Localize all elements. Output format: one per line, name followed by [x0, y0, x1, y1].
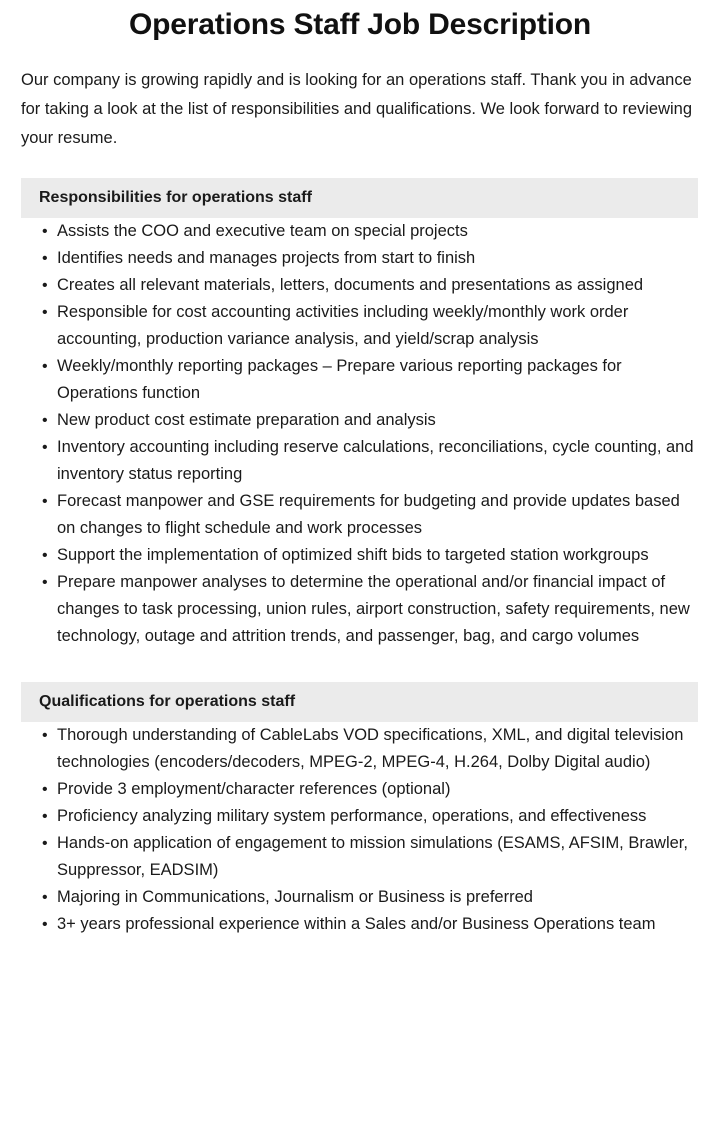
responsibilities-list [0, 218, 720, 650]
list-item: • Proficiency analyzing military system performance, operations, and effectiveness [0, 803, 720, 830]
qualifications-section [0, 682, 720, 938]
list-item: • Majoring in Communications, Journalism or Business is preferred [0, 884, 720, 911]
list-item: • Hands-on application of engagement to mission simulations (ESAMS, AFSIM, Brawler, Suppressor, EADSIM) [0, 830, 720, 884]
list-item: • Forecast manpower and GSE requirements for budgeting and provide updates based on changes to flight schedule and work processes [0, 488, 720, 542]
page-title: Operations Staff Job Description [129, 8, 591, 41]
list-item: • Responsible for cost accounting activities including weekly/monthly work order accounting, production variance analysis, and yield/scrap analysis [0, 299, 720, 353]
qualifications-heading: Qualifications for operations staff [39, 693, 296, 710]
list-item: • New product cost estimate preparation and analysis [0, 407, 720, 434]
list-item: • Prepare manpower analyses to determine the operational and/or financial impact of changes to task processing, union rules, airport construction, safety requirements, new technology, outage and attrition trends, and passenger, bag, and cargo volumes [0, 569, 720, 650]
intro-paragraph: Our company is growing rapidly and is looking for an operations staff. Thank you in advance for taking a look at the list of responsibilities and qualifications. We look forward to reviewing your resume. [21, 71, 693, 147]
list-item: • 3+ years professional experience within a Sales and/or Business Operations team [0, 911, 720, 938]
list-item: • Thorough understanding of CableLabs VOD specifications, XML, and digital television technologies (encoders/decoders, MPEG-2, MPEG-4, H.264, Dolby Digital audio) [0, 722, 720, 776]
list-item: • Provide 3 employment/character references (optional) [0, 776, 720, 803]
qualifications-list [0, 722, 720, 938]
list-item: • Creates all relevant materials, letters, documents and presentations as assigned [0, 272, 720, 299]
list-item: • Identifies needs and manages projects from start to finish [0, 245, 720, 272]
qualifications-section-band [21, 682, 698, 722]
responsibilities-heading: Responsibilities for operations staff [39, 189, 312, 206]
responsibilities-section-band [21, 178, 698, 218]
responsibilities-section [0, 178, 720, 650]
list-item: • Assists the COO and executive team on special projects [0, 218, 720, 245]
list-item: • Inventory accounting including reserve calculations, reconciliations, cycle counting, and inventory status reporting [0, 434, 720, 488]
list-item: • Weekly/monthly reporting packages – Prepare various reporting packages for Operations function [0, 353, 720, 407]
list-item: • Support the implementation of optimized shift bids to targeted station workgroups [0, 542, 720, 569]
